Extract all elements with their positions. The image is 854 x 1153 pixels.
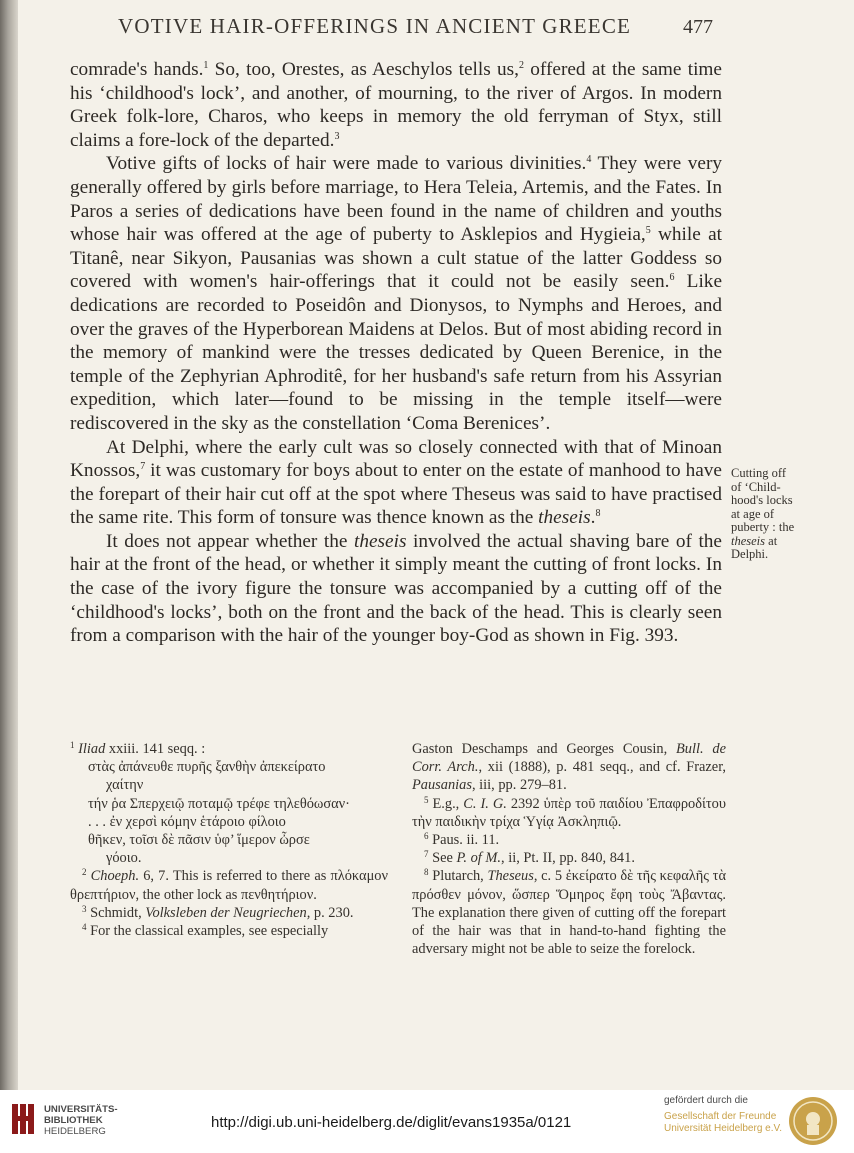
- paragraph: comrade's hands.$^1$ So, too, Orestes, as Aeschylos tells us,$^2$ offered at the same time his ‘childhood's lock’, and another, of mourning, to the river of Argos. In modern Greek folk-lore, Charos, who keeps in memory the old ferryman of Styx, still claims a fore-lock of the departed.$^3$: [70, 59, 722, 151]
- permalink-url[interactable]: http://digi.ub.uni-heidelberg.de/diglit/evans1935a/0121: [211, 1114, 572, 1131]
- footnote: $^2$ Choeph. 6, 7. This is referred to there as πλόκαμον θρεπτήριον, the other lock as πενθητήριον.: [70, 867, 388, 903]
- footnote: $^5$ E.g., C. I. G. 2392 ὑπὲρ τοῦ παιδίου Ἐπαφροδίτου τὴν παιδικὴν τρίχα Ὑγίᾳ Ἀσκληπιῷ.: [412, 794, 726, 830]
- greek-quote: γόοιο.: [106, 850, 142, 867]
- footnote-ref: 6: [669, 272, 675, 284]
- funder-name: Gesellschaft der Freunde Universität Heidelberg e.V.: [664, 1111, 783, 1134]
- greek-quote: στὰς ἀπάνευθε πυρῆς ξανθὴν ἀπεκείρατο: [88, 759, 326, 776]
- paragraph: At Delphi, where the early cult was so closely connected with that of Minoan Knossos,$^7$ it was customary for boys about to enter on the estate of manhood to have the forepart of their hair cut off at the spot where Theseus was said to have practised the same rite. This form of tonsure was thence known as the theseis.$^8$: [70, 436, 722, 529]
- footnote-ref: 3: [334, 130, 340, 142]
- footnote-ref: 2: [519, 60, 524, 71]
- footnote-ref: 1: [203, 60, 209, 71]
- footnote-ref: 8: [595, 508, 601, 520]
- university-library-logo-icon: [10, 1102, 36, 1136]
- paragraph: Votive gifts of locks of hair were made to various divinities.$^4$ They were very generally offered by girls before marriage, to Hera Teleia, Artemis, and the Fates. In Paros a series of dedications have been found in the name of children and youths whose hair was offered at the age of puberty to Asklepios and Hygieia,$^5$ while at Titanê, near Sikyon, Pausanias was shown a cult statue of the latter Goddess so covered with women's hair-offerings that it could not be easily seen.$^6$ Like dedications are recorded to Poseidôn and Dionysos, to Nymphs and Heroes, and over the graves of the Hyperborean Maidens at Delos. But of most abiding record in the memory of mankind were the tresses dedicated by Queen Berenice, in the temple of the Zephyrian Aphroditê, for her husband's safe return from his Assyrian expedition, which later—found to be missing in the temple itself—were rediscovered in the sky as the constellation ‘Coma Berenices’.: [70, 153, 723, 434]
- footnote: $^8$ Plutarch, Theseus, c. 5 ἐκείρατο δὲ τῆς κεφαλῆς τὰ πρόσθεν μόνον, ὥσπερ Ὅμηρος ἔφη τοὺς Ἄβαντας. The explanation there given of cutting off the forepart of the hair was that in hand-to-hand fighting the adversary might not be able to seize the forelock.: [412, 867, 726, 958]
- footnote: $^3$ Schmidt, Volksleben der Neugriechen, p. 230.: [82, 903, 354, 921]
- greek-quote: . . . ἐν χερσὶ κόμην ἑτάροιο φίλοιο: [88, 813, 286, 830]
- running-head: [118, 14, 718, 39]
- running-head-title: VOTIVE HAIR-OFFERINGS IN ANCIENT GREECE: [118, 14, 632, 38]
- footnote-ref: 7: [140, 461, 146, 473]
- footnote: $^7$ See P. of M., ii, Pt. II, pp. 840, 841.: [424, 849, 635, 867]
- footnote-continuation: Gaston Deschamps and Georges Cousin, Bull. de Corr. Arch., xii (1888), p. 481 seqq., and cf. Frazer, Pausanias, iii, pp. 279–81.: [412, 741, 727, 794]
- book-binding-shadow: [0, 0, 18, 1090]
- greek-quote: χαίτην: [106, 777, 144, 794]
- paragraph: It does not appear whether the theseis involved the actual shaving bare of the hair at the front of the head, or whether it simply meant the cutting of front locks. In the case of the ivory figure the tonsure was accompanied by a cutting off of the ‘childhood's locks’, both on the front and the back of the head. This is clearly seen from a comparison with the hair of the younger boy-God as shown in Fig. 393.: [70, 530, 722, 647]
- footnote-ref: 5: [645, 225, 651, 237]
- page-number: 477: [683, 16, 713, 38]
- footnote: $^1$ Iliad xxiii. 141 seqq. :: [70, 740, 206, 757]
- greek-quote: θῆκεν, τοῖσι δὲ πᾶσιν ὑφ’ ἵμερον ὦρσε: [88, 832, 310, 849]
- footnote-ref: 4: [586, 154, 592, 166]
- greek-quote: τήν ῥα Σπερχειῷ ποταμῷ τρέφε τηλεθόωσαν·: [88, 795, 350, 812]
- funder-caption: gefördert durch die: [664, 1095, 748, 1106]
- main-text: [70, 58, 722, 648]
- footnotes-left-column: [70, 740, 388, 940]
- footnote: $^4$ For the classical examples, see especially: [82, 922, 329, 940]
- university-seal-icon: [787, 1095, 839, 1147]
- university-library-name: UNIVERSITÄTS- BIBLIOTHEK HEIDELBERG: [44, 1104, 118, 1137]
- marginal-note: Cutting off of ‘Child-hood's locks at age of puberty : the theseis at Delphi.: [731, 466, 795, 561]
- footnote: $^6$ Paus. ii. 11.: [424, 831, 500, 849]
- footnotes-right-column: [412, 740, 726, 958]
